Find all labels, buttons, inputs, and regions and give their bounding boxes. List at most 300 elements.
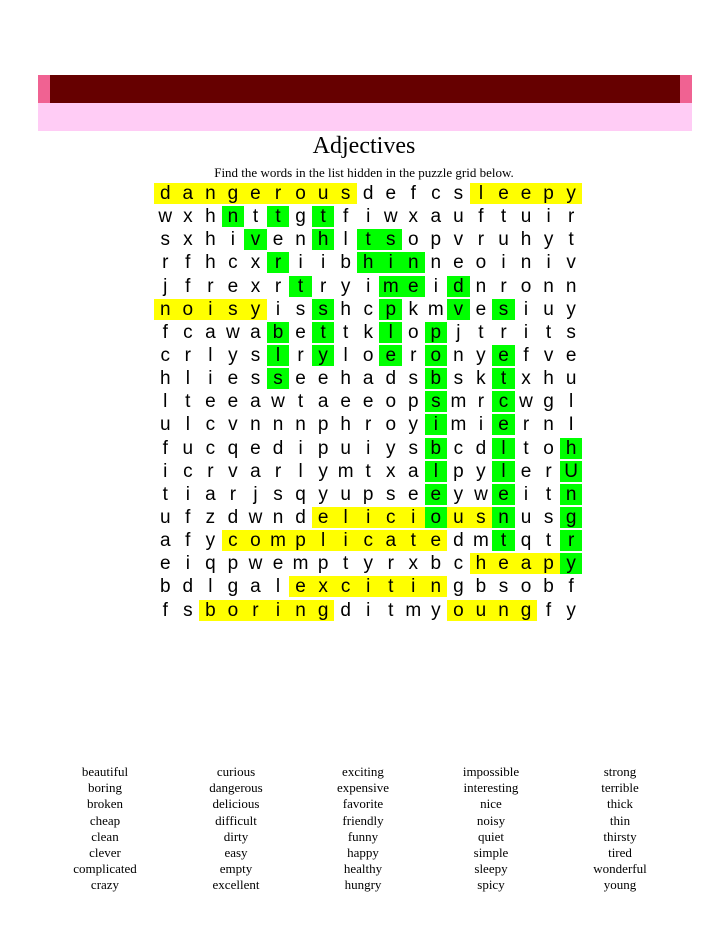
grid-letter: z [205, 507, 216, 529]
grid-letter: d [182, 576, 194, 598]
grid-letter: c [363, 298, 373, 320]
grid-letter: n [272, 507, 284, 529]
grid-letter: h [340, 368, 351, 390]
grid-letter: u [520, 206, 532, 228]
word-item: quiet [478, 828, 504, 844]
grid-letter: t [492, 368, 515, 389]
grid-letter: o [289, 183, 312, 204]
grid-letter: a [379, 530, 402, 551]
grid-letter: v [543, 345, 554, 367]
grid-letter: g [543, 391, 554, 413]
grid-letter: i [334, 530, 357, 551]
grid-letter: t [343, 553, 349, 575]
grid-letter: a [205, 483, 216, 505]
grid-letter: m [405, 599, 422, 621]
grid-letter: t [312, 322, 335, 343]
instructions: Find the words in the list hidden in the puzzle grid below. [214, 165, 514, 180]
grid-letter: l [334, 507, 357, 528]
grid-letter: u [340, 437, 351, 459]
grid-letter: d [385, 368, 397, 390]
grid-letter: q [295, 483, 306, 505]
grid-letter: y [244, 299, 267, 320]
grid-letter: n [475, 275, 487, 297]
grid-letter: s [385, 483, 396, 505]
word-column [176, 764, 296, 894]
grid-letter: c [431, 183, 441, 205]
word-item: nice [480, 796, 502, 812]
grid-letter: n [520, 252, 532, 274]
grid-letter: h [560, 438, 583, 459]
grid-letter: t [388, 599, 394, 621]
grid-letter: e [492, 484, 515, 505]
grid-letter: d [453, 530, 464, 552]
grid-letter: a [250, 321, 261, 343]
grid-letter: e [295, 368, 306, 390]
grid-letter: e [453, 252, 464, 274]
grid-letter: y [205, 530, 216, 552]
grid-letter: s [267, 368, 290, 389]
grid-letter: f [343, 206, 349, 228]
grid-letter: i [163, 460, 168, 482]
grid-letter: r [500, 321, 507, 343]
grid-letter: i [402, 576, 425, 597]
grid-letter: f [162, 599, 168, 621]
grid-letter: i [379, 252, 402, 273]
grid-letter: a [250, 576, 261, 598]
grid-letter: e [492, 183, 515, 204]
grid-row [154, 298, 582, 321]
word-item: broken [86, 796, 124, 812]
grid-letter: a [205, 321, 216, 343]
grid-letter: e [408, 483, 419, 505]
grid-letter: r [545, 460, 552, 482]
grid-letter: h [205, 206, 216, 228]
word-item: terrible [601, 780, 639, 796]
grid-letter: i [298, 252, 303, 274]
grid-letter: t [478, 321, 484, 343]
grid-letter: y [318, 483, 328, 505]
word-item: friendly [342, 812, 384, 828]
grid-letter: o [244, 530, 267, 551]
grid-letter: o [222, 600, 245, 621]
grid-letter: d [227, 507, 239, 529]
grid-letter: p [227, 553, 239, 575]
grid-letter: p [379, 299, 402, 320]
grid-letter: v [447, 299, 470, 320]
grid-letter: s [250, 345, 261, 367]
grid-letter: s [379, 229, 402, 250]
grid-letter: g [560, 507, 583, 528]
grid-letter: c [492, 391, 515, 412]
grid-letter: u [447, 507, 470, 528]
word-item: beautiful [81, 764, 129, 779]
word-item: thick [607, 796, 633, 812]
grid-letter: u [470, 600, 493, 621]
grid-letter: i [366, 437, 371, 459]
word-column [303, 764, 423, 894]
grid-letter: n [560, 484, 583, 505]
grid-letter: l [185, 414, 190, 436]
grid-letter: e [272, 553, 284, 575]
grid-letter: v [244, 229, 267, 250]
grid-letter: f [545, 599, 552, 621]
grid-letter: o [425, 507, 448, 528]
grid-letter: d [154, 183, 177, 204]
grid-letter: n [453, 345, 464, 367]
grid-letter: e [520, 460, 532, 482]
grid-row [154, 228, 582, 251]
word-item: empty [219, 861, 253, 877]
word-item: simple [473, 844, 509, 860]
grid-letter: j [163, 275, 168, 297]
grid-letter: o [362, 345, 374, 367]
word-item: cheap [89, 812, 121, 828]
grid-letter: w [248, 553, 263, 575]
grid-letter: x [521, 368, 531, 390]
grid-letter: q [205, 553, 216, 575]
grid-letter: d [295, 507, 306, 529]
word-item: strong [603, 764, 637, 779]
grid-letter: e [402, 276, 425, 297]
grid-letter: r [207, 275, 214, 297]
grid-letter: t [492, 530, 515, 551]
grid-letter: U [560, 461, 583, 482]
grid-letter: o [475, 252, 487, 274]
grid-letter: y [476, 460, 486, 482]
grid-letter: b [199, 600, 222, 621]
grid-row [154, 390, 582, 413]
grid-letter: s [543, 507, 554, 529]
word-item: healthy [343, 861, 383, 877]
grid-letter: c [379, 507, 402, 528]
grid-letter: v [566, 252, 576, 274]
grid-letter: c [183, 460, 193, 482]
grid-letter: n [402, 252, 425, 273]
grid-letter: a [250, 391, 261, 413]
word-item: complicated [73, 861, 137, 877]
header-accent-left [38, 75, 50, 103]
grid-letter: l [267, 345, 290, 366]
grid-letter: f [162, 321, 168, 343]
grid-letter: l [343, 345, 348, 367]
word-item: thin [609, 812, 631, 828]
grid-letter: f [185, 530, 191, 552]
word-item: wonderful [593, 861, 647, 877]
grid-letter: x [250, 275, 261, 297]
grid-letter: s [334, 183, 357, 204]
grid-letter: i [402, 507, 425, 528]
grid-letter: p [425, 322, 448, 343]
grid-row [154, 552, 582, 575]
grid-letter: y [453, 483, 464, 505]
grid-letter: i [185, 553, 190, 575]
grid-letter: a [317, 391, 329, 413]
grid-letter: l [312, 530, 335, 551]
grid-letter: f [478, 206, 484, 228]
grid-letter: u [159, 507, 171, 529]
word-item: impossible [462, 764, 520, 779]
grid-letter: t [267, 206, 290, 227]
grid-letter: q [227, 437, 239, 459]
word-item: crazy [90, 877, 120, 893]
grid-letter: m [473, 530, 489, 552]
grid-letter: c [228, 252, 238, 274]
grid-letter: o [408, 229, 419, 251]
grid-letter: g [453, 576, 464, 598]
grid-row [154, 275, 582, 298]
grid-letter: l [208, 576, 213, 598]
grid-letter: e [159, 553, 171, 575]
grid-letter: t [343, 321, 349, 343]
grid-letter: n [295, 229, 306, 251]
grid-letter: v [228, 460, 238, 482]
grid-row [154, 437, 582, 460]
grid-letter: f [185, 252, 191, 274]
grid-letter: h [159, 368, 171, 390]
grid-letter: f [162, 437, 168, 459]
grid-row [154, 205, 582, 228]
grid-row [154, 321, 582, 344]
grid-letter: i [230, 229, 236, 251]
grid-letter: i [320, 252, 326, 274]
grid-letter: f [523, 345, 529, 367]
grid-letter: t [545, 530, 552, 552]
grid-letter: a [362, 368, 374, 390]
grid-letter: p [537, 183, 560, 204]
grid-letter: y [543, 229, 554, 251]
grid-letter: n [289, 600, 312, 621]
grid-letter: l [298, 460, 303, 482]
page-title: Adjectives [312, 133, 416, 159]
grid-letter: t [365, 460, 371, 482]
grid-letter: b [425, 438, 448, 459]
grid-letter: b [340, 252, 351, 274]
grid-letter: r [365, 414, 372, 436]
grid-letter: c [334, 576, 357, 597]
grid-letter: o [447, 600, 470, 621]
grid-letter: h [205, 252, 216, 274]
grid-letter: t [500, 206, 507, 228]
grid-letter: e [244, 183, 267, 204]
grid-letter: i [298, 437, 303, 459]
grid-letter: w [158, 206, 173, 228]
grid-letter: l [343, 229, 348, 251]
grid-letter: o [177, 299, 200, 320]
grid-letter: r [410, 345, 417, 367]
grid-letter: w [271, 391, 285, 413]
puzzle-grid [154, 182, 582, 622]
grid-letter: i [267, 600, 290, 621]
grid-letter: u [340, 483, 351, 505]
grid-letter: b [425, 368, 448, 389]
grid-letter: n [492, 600, 515, 621]
grid-letter: l [185, 368, 190, 390]
grid-letter: s [498, 576, 509, 598]
grid-letter: n [492, 507, 515, 528]
grid-letter: w [226, 321, 240, 343]
grid-letter: f [185, 507, 191, 529]
grid-letter: c [357, 530, 380, 551]
grid-letter: i [366, 206, 371, 228]
word-item: curious [216, 764, 256, 779]
grid-letter: e [227, 391, 239, 413]
grid-letter: i [366, 599, 371, 621]
grid-letter: i [208, 368, 213, 390]
grid-letter: y [385, 437, 396, 459]
grid-letter: d [447, 276, 470, 297]
grid-letter: b [475, 576, 487, 598]
grid-letter: l [275, 576, 281, 598]
grid-letter: i [523, 321, 529, 343]
grid-letter: i [357, 576, 380, 597]
grid-letter: h [205, 229, 216, 251]
grid-letter: s [566, 321, 576, 343]
word-item: excellent [212, 877, 260, 893]
grid-letter: m [450, 391, 467, 413]
grid-letter: e [492, 414, 515, 435]
grid-letter: q [520, 530, 532, 552]
grid-letter: t [379, 576, 402, 597]
grid-letter: e [475, 298, 487, 320]
grid-letter: l [492, 438, 515, 459]
grid-letter: y [340, 275, 351, 297]
grid-letter: p [317, 553, 329, 575]
grid-letter: r [274, 275, 282, 297]
grid-letter: e [492, 553, 515, 574]
grid-letter: u [543, 298, 554, 320]
grid-letter: n [543, 275, 554, 297]
grid-letter: u [312, 183, 335, 204]
grid-letter: e [425, 484, 448, 505]
grid-letter: w [474, 483, 488, 505]
word-item: difficult [215, 812, 257, 828]
grid-letter: b [543, 576, 554, 598]
grid-letter: n [430, 252, 442, 274]
grid-letter: l [492, 461, 515, 482]
grid-row [154, 367, 582, 390]
grid-letter: c [160, 345, 171, 367]
header-band [50, 75, 680, 103]
grid-letter: f [410, 183, 416, 205]
word-column [431, 764, 551, 894]
word-column [45, 764, 165, 894]
grid-letter: y [408, 414, 419, 436]
grid-letter: g [312, 600, 335, 621]
grid-letter: h [357, 252, 380, 273]
word-item: exciting [342, 764, 384, 779]
grid-letter: e [312, 507, 335, 528]
grid-letter: n [250, 414, 261, 436]
grid-row [154, 344, 582, 367]
grid-letter: f [185, 275, 191, 297]
grid-letter: t [162, 483, 168, 505]
grid-letter: o [385, 391, 397, 413]
grid-letter: p [289, 530, 312, 551]
grid-letter: c [205, 414, 216, 436]
grid-letter: c [453, 437, 464, 459]
grid-letter: e [317, 368, 329, 390]
grid-letter: a [408, 460, 419, 482]
grid-letter: n [272, 414, 284, 436]
grid-letter: h [543, 368, 554, 390]
grid-letter: t [357, 229, 380, 250]
word-item: easy [224, 844, 248, 860]
grid-letter: t [545, 483, 552, 505]
grid-letter: e [272, 229, 284, 251]
grid-letter: a [515, 553, 538, 574]
grid-letter: n [565, 275, 577, 297]
grid-letter: r [207, 460, 214, 482]
grid-row [154, 529, 582, 552]
grid-letter: m [450, 414, 467, 436]
grid-row [154, 251, 582, 274]
grid-letter: l [208, 345, 213, 367]
grid-letter: t [289, 276, 312, 297]
grid-letter: s [492, 299, 515, 320]
grid-letter: i [275, 298, 281, 320]
grid-letter: r [477, 391, 485, 413]
grid-letter: d [340, 599, 351, 621]
grid-letter: r [477, 229, 485, 251]
grid-row [154, 413, 582, 436]
grid-letter: p [537, 553, 560, 574]
grid-letter: x [408, 553, 419, 575]
grid-letter: l [425, 461, 448, 482]
grid-letter: r [184, 345, 191, 367]
grid-letter: u [520, 507, 532, 529]
grid-letter: p [453, 460, 464, 482]
grid-letter: e [289, 576, 312, 597]
grid-letter: p [430, 229, 442, 251]
grid-letter: y [228, 345, 238, 367]
grid-letter: m [337, 460, 354, 482]
grid-letter: I [568, 414, 574, 436]
grid-letter: c [183, 321, 193, 343]
grid-letter: e [227, 368, 239, 390]
grid-letter: w [248, 507, 263, 529]
header-subband [38, 103, 692, 131]
grid-letter: e [425, 530, 448, 551]
grid-letter: f [568, 576, 574, 598]
grid-letter: r [162, 252, 169, 274]
word-item: favorite [342, 796, 384, 812]
word-item: delicious [212, 796, 260, 812]
grid-letter: m [427, 298, 444, 320]
grid-letter: e [515, 183, 538, 204]
grid-letter: e [340, 391, 351, 413]
grid-letter: n [295, 414, 306, 436]
grid-letter: b [430, 553, 442, 575]
grid-letter: o [520, 576, 532, 598]
grid-letter: u [159, 414, 171, 436]
grid-letter: i [357, 507, 380, 528]
grid-letter: i [199, 299, 222, 320]
grid-letter: s [250, 368, 261, 390]
grid-letter: x [408, 206, 419, 228]
grid-letter: h [470, 553, 493, 574]
grid-letter: k [363, 321, 373, 343]
grid-letter: i [546, 252, 551, 274]
grid-letter: g [227, 576, 239, 598]
grid-letter: e [205, 391, 216, 413]
word-item: interesting [463, 780, 519, 796]
grid-letter: x [385, 460, 396, 482]
grid-letter: m [292, 553, 309, 575]
grid-letter: d [272, 437, 284, 459]
grid-letter: w [383, 206, 398, 228]
grid-letter: i [433, 275, 438, 297]
grid-letter: l [569, 391, 574, 413]
